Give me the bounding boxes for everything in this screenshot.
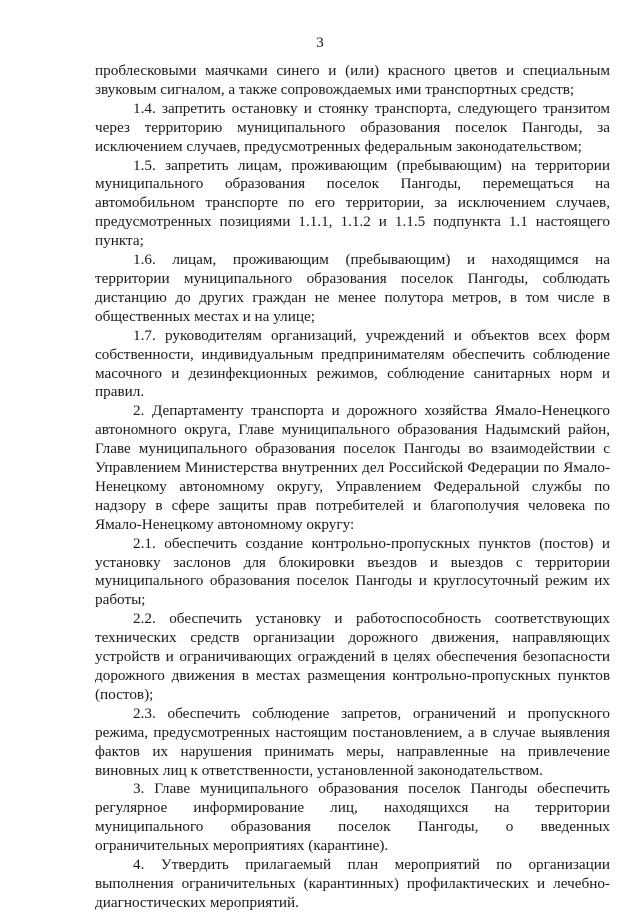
- paragraph-continuation: проблесковыми маячками синего и (или) красного цветов и специальным звуковым сигналом, а также сопровождаемых ими транспортных средств;: [95, 62, 610, 98]
- paragraph-4: 4. Утвердить прилагаемый план мероприятий по организации выполнения ограничительных (карантинных) профилактических и лечебно-диагностических мероприятий.: [95, 856, 610, 911]
- paragraph-1-5: 1.5. запретить лицам, проживающим (пребывающим) на территории муниципального образования поселок Пангоды, перемещаться на автомобильном транспорте по его территории, за исключением случаев, предусмотренных позициями 1.1.1, 1.1.2 и 1.1.5 подпункта 1.1 настоящего пункта;: [95, 156, 610, 250]
- paragraph-1-7: 1.7. руководителям организаций, учреждений и объектов всех форм собственности, индивидуальным предпринимателям обеспечить соблюдение масочного и дезинфекционных режимов, соблюдение санитарных норм и правил.: [95, 326, 610, 401]
- paragraph-2-3: 2.3. обеспечить соблюдение запретов, ограничений и пропускного режима, предусмотренных настоящим постановлением, а в случае выявления фактов их нарушения принимать меры, направленные на привлечение виновных лиц к ответственности, установленной законодательством.: [95, 704, 610, 779]
- paragraph-2-1: 2.1. обеспечить создание контрольно-пропускных пунктов (постов) и установку заслонов для блокировки въездов и выездов с территории муниципального образования поселок Пангоды и круглосуточный режим их работы;: [95, 534, 610, 609]
- paragraph-1-4: 1.4. запретить остановку и стоянку транспорта, следующего транзитом через территорию муниципального образования поселок Пангоды, за исключением случаев, предусмотренных федеральным законодательством;: [95, 99, 610, 155]
- document-body: [95, 62, 610, 913]
- page-number: 3: [316, 35, 324, 51]
- paragraph-3: 3. Главе муниципального образования поселок Пангоды обеспечить регулярное информирование лиц, находящихся на территории муниципального образования поселок Пангоды, о введенных ограничительных мероприятиях (карантине).: [95, 780, 610, 855]
- paragraph-2-2: 2.2. обеспечить установку и работоспособность соответствующих технических средств организации дорожного движения, направляющих устройств и ограничивающих ограждений в целях обеспечения безопасности дорожного движения в местах размещения контрольно-пропускных пунктов (постов);: [95, 610, 610, 703]
- paragraph-1-6: 1.6. лицам, проживающим (пребывающим) и находящимся на территории муниципального образования поселок Пангоды, соблюдать дистанцию до других граждан не менее полутора метров, в том числе в общественных местах и на улице;: [95, 251, 610, 325]
- paragraph-2: 2. Департаменту транспорта и дорожного хозяйства Ямало-Ненецкого автономного округа, Главе муниципального образования Надымский район, Главе муниципального образования поселок Пангоды во взаимодействии с Управлением Министерства внутренних дел Российской Федерации по Ямало-Ненецкому автономному округу, Управлением Федеральной службы по надзору в сфере защиты прав потребителей и благополучия человека по Ямало-Ненецкому автономному округу:: [95, 402, 610, 533]
